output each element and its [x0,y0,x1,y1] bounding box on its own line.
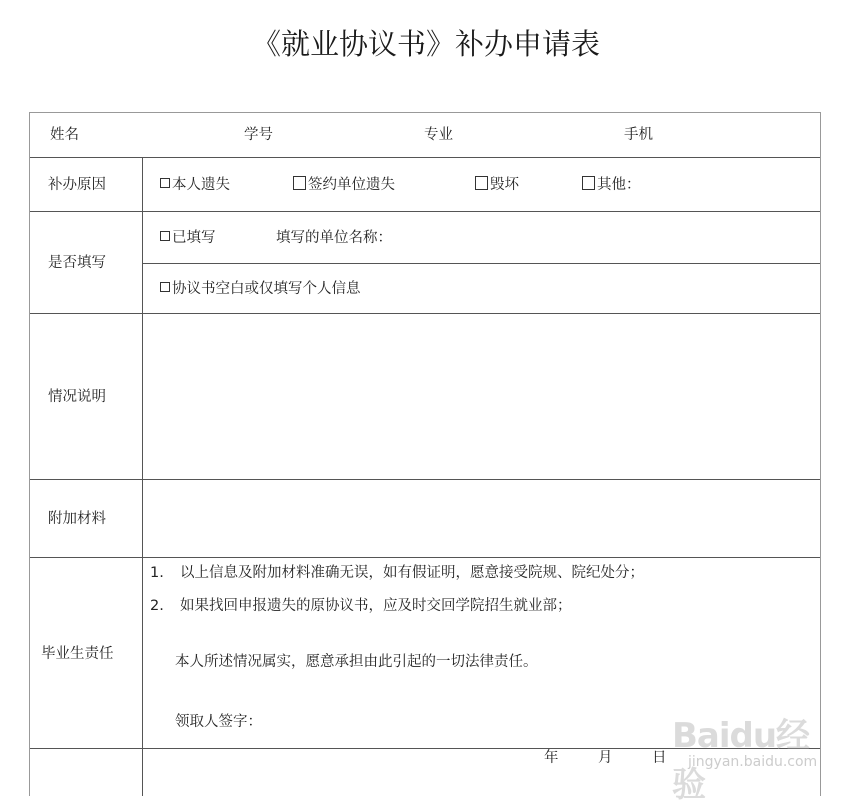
signature-label: 领取人签字： [175,714,262,730]
situation-label: 情况说明 [48,389,106,405]
filled-option-yes[interactable] [160,229,216,247]
option-text: 已填写 [172,230,216,246]
statement-text: 本人所述情况属实，愿意承担由此引起的一切法律责任。 [175,654,538,670]
responsibility-label: 毕业生责任 [41,646,114,662]
checkbox[interactable] [160,282,170,292]
reason-option-other[interactable] [582,176,641,194]
checkbox[interactable] [160,178,170,188]
major-label: 专业 [424,127,453,143]
table-top-border [29,112,821,113]
option-text: 签约单位遗失 [308,177,395,193]
checkbox[interactable] [293,176,306,190]
attachments-label: 附加材料 [48,511,106,527]
item-2-text: 如果找回申报遗失的原协议书，应及时交回学院招生就业部； [180,598,572,614]
row-divider [29,557,821,558]
reason-option-damaged[interactable] [475,176,519,194]
row-divider [29,157,821,158]
item-1-number: 1. [150,565,164,581]
phone-label: 手机 [624,127,653,143]
student-id-label: 学号 [244,127,273,143]
checkbox[interactable] [582,176,595,190]
checkbox[interactable] [475,176,488,190]
checkbox[interactable] [160,231,170,241]
date-year-label: 年 [544,750,559,766]
date-month-label: 月 [598,750,613,766]
table-left-border [29,112,30,796]
date-day-label: 日 [652,750,667,766]
watermark-logo: Baidu经验 [672,716,810,805]
table-right-border [820,112,821,796]
reason-option-employer-lost[interactable] [293,176,395,194]
item-1-text: 以上信息及附加材料准确无误，如有假证明，愿意接受院规、院纪处分； [180,565,644,581]
unit-name-label: 填写的单位名称： [276,230,392,246]
baidu-watermark [672,706,818,805]
reason-option-self-lost[interactable] [160,176,230,194]
item-2-number: 2. [150,598,164,614]
reason-label: 补办原因 [48,177,106,193]
situation-input-area[interactable] [143,314,820,479]
signature-field[interactable] [270,708,530,734]
filled-label: 是否填写 [48,255,106,271]
option-text: 协议书空白或仅填写个人信息 [172,281,361,297]
option-text: 本人遗失 [172,177,230,193]
filled-option-blank[interactable] [160,280,361,298]
name-label: 姓名 [50,127,79,143]
row-divider [143,263,821,264]
row-divider [29,211,821,212]
attachments-input-area[interactable] [143,480,820,557]
option-text: 毁坏 [490,177,519,193]
option-text: 其他： [597,177,641,193]
page-title: 《就业协议书》补办申请表 [251,27,600,61]
watermark-url: jingyan.baidu.com [688,754,818,770]
